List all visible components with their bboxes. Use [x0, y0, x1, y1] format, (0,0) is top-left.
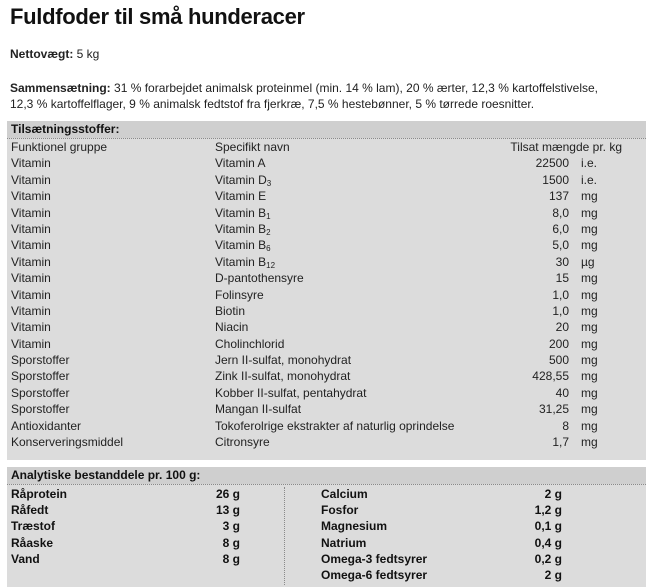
analytical-row	[287, 567, 567, 583]
net-weight-label: Nettovægt:	[10, 47, 74, 61]
row-name-text: Vitamin A	[215, 156, 266, 171]
row-name-text: Vitamin D	[215, 172, 267, 187]
row-group: Vitamin	[11, 254, 51, 269]
row-unit: µg	[581, 254, 595, 269]
row-name	[215, 237, 271, 253]
additives-rows	[7, 155, 646, 450]
analytical-value: 2 g	[544, 568, 562, 582]
analytical-label: Råprotein	[11, 487, 68, 501]
row-name	[215, 336, 284, 352]
additives-table	[7, 121, 646, 460]
table-row	[7, 221, 646, 237]
row-amount: 22500	[535, 156, 569, 171]
analytical-label: Fosfor	[321, 503, 359, 518]
row-unit: mg	[581, 435, 598, 450]
row-unit: mg	[581, 353, 598, 368]
row-amount: 20	[555, 320, 569, 335]
analytical-value: 0,1 g	[534, 519, 562, 534]
row-amount: 1,7	[552, 435, 569, 450]
analytical-value: 26 g	[215, 487, 240, 501]
row-amount: 200	[548, 336, 569, 351]
row-unit: mg	[581, 336, 598, 351]
additives-column-headers	[7, 139, 646, 155]
row-unit: mg	[581, 205, 598, 220]
row-name	[215, 303, 245, 319]
row-group: Sporstoffer	[11, 385, 70, 400]
table-row	[7, 385, 646, 401]
row-name-text: Vitamin B	[215, 254, 267, 269]
table-row	[7, 188, 646, 204]
analytical-label: Råaske	[11, 535, 54, 550]
additives-heading: Tilsætningsstoffer:	[7, 121, 646, 138]
analytical-row	[287, 535, 567, 551]
row-group: Konserveringsmiddel	[11, 435, 124, 450]
row-name-subscript: 12	[266, 260, 276, 270]
analytical-value: 0,2 g	[534, 551, 562, 566]
row-name-text: Citronsyre	[215, 435, 270, 450]
row-amount: 6,0	[552, 221, 569, 236]
analytical-value: 8 g	[222, 551, 240, 566]
table-row	[7, 270, 646, 286]
column-divider	[284, 487, 285, 585]
row-name-text: Biotin	[215, 303, 246, 318]
table-row	[7, 418, 646, 434]
row-name-subscript: 2	[266, 227, 271, 237]
row-group: Vitamin	[11, 221, 51, 236]
composition	[10, 80, 610, 112]
row-unit: mg	[581, 418, 598, 433]
analytical-label: Natrium	[321, 535, 367, 550]
table-row	[7, 303, 646, 319]
analytical-label: Omega-6 fedtsyrer	[321, 568, 428, 582]
row-name-text: Zink II-sulfat, monohydrat	[215, 369, 351, 384]
analytical-grid	[7, 485, 646, 585]
row-amount: 30	[555, 254, 569, 269]
table-row	[7, 172, 646, 188]
row-name-text: Jern II-sulfat, monohydrat	[215, 353, 352, 368]
row-group: Vitamin	[11, 156, 51, 171]
row-group: Sporstoffer	[11, 369, 70, 384]
row-name-text: Vitamin B	[215, 221, 267, 236]
row-name-subscript: 6	[266, 244, 271, 254]
page-title: Fuldfoder til små hunderacer	[10, 4, 305, 29]
row-unit: mg	[581, 271, 598, 286]
row-group: Vitamin	[11, 172, 51, 187]
row-group: Antioxidanter	[11, 418, 82, 433]
composition-label: Sammensætning:	[10, 81, 111, 95]
row-name	[215, 418, 454, 434]
table-row	[7, 155, 646, 171]
row-name	[215, 434, 270, 450]
row-unit: mg	[581, 369, 598, 384]
row-amount: 1,0	[552, 303, 569, 318]
row-unit: mg	[581, 238, 598, 253]
row-unit: i.e.	[581, 172, 598, 187]
row-name	[215, 254, 275, 270]
row-name	[215, 172, 271, 188]
row-amount: 1500	[542, 172, 569, 187]
row-group: Vitamin	[11, 189, 51, 204]
row-name-subscript: 3	[266, 178, 272, 188]
analytical-heading: Analytiske bestanddele pr. 100 g:	[7, 467, 646, 484]
analytical-label: Calcium	[321, 487, 368, 501]
table-row	[7, 237, 646, 253]
net-weight-value: 5 kg	[73, 47, 100, 61]
analytical-row	[7, 551, 247, 567]
column-header-group: Funktionel gruppe	[11, 140, 108, 154]
row-amount: 500	[548, 353, 569, 368]
table-row	[7, 319, 646, 335]
row-name	[215, 287, 264, 303]
row-name-text: Vitamin B	[215, 238, 267, 253]
row-name-subscript: 1	[266, 211, 271, 221]
row-name-text: Vitamin E	[215, 189, 267, 204]
table-row	[7, 368, 646, 384]
row-unit: mg	[581, 385, 598, 400]
row-name	[215, 270, 304, 286]
row-amount: 8	[562, 418, 569, 433]
row-group: Vitamin	[11, 303, 51, 318]
table-row	[7, 401, 646, 417]
row-name-text: Tokoferolrige ekstrakter af naturlig oprindelse	[215, 418, 455, 433]
row-unit: mg	[581, 402, 598, 417]
analytical-row	[7, 518, 247, 534]
row-name-text: Folinsyre	[215, 287, 264, 302]
row-name	[215, 155, 265, 171]
row-name-text: D-pantothensyre	[215, 271, 304, 286]
table-row	[7, 205, 646, 221]
row-name	[215, 205, 271, 221]
row-group: Sporstoffer	[11, 353, 70, 368]
table-row	[7, 254, 646, 270]
table-row	[7, 352, 646, 368]
row-amount: 31,25	[538, 402, 569, 417]
analytical-label: Vand	[11, 551, 40, 566]
analytical-value: 8 g	[222, 535, 240, 550]
row-unit: mg	[581, 303, 598, 318]
row-group: Vitamin	[11, 271, 51, 286]
row-amount: 428,55	[532, 369, 569, 384]
analytical-table	[7, 467, 646, 587]
analytical-row	[287, 486, 567, 502]
row-name	[215, 188, 266, 204]
row-unit: mg	[581, 221, 598, 236]
row-group: Vitamin	[11, 336, 51, 351]
row-name	[215, 319, 248, 335]
row-amount: 1,0	[552, 287, 569, 302]
column-header-name: Specifikt navn	[215, 140, 290, 154]
row-group: Vitamin	[11, 320, 51, 335]
analytical-row	[7, 486, 247, 502]
row-name-text: Kobber II-sulfat, pentahydrat	[215, 385, 367, 400]
row-amount: 5,0	[552, 238, 569, 253]
analytical-value: 13 g	[215, 503, 240, 518]
row-name	[215, 401, 301, 417]
analytical-row	[287, 502, 567, 518]
analytical-value: 1,2 g	[534, 503, 562, 518]
row-name	[215, 352, 351, 368]
row-amount: 137	[548, 189, 569, 204]
analytical-label: Råfedt	[11, 503, 49, 518]
analytical-row	[7, 502, 247, 518]
row-group: Vitamin	[11, 205, 51, 220]
analytical-row	[287, 551, 567, 567]
row-amount: 15	[555, 271, 569, 286]
row-group: Vitamin	[11, 287, 51, 302]
analytical-label: Omega-3 fedtsyrer	[321, 551, 428, 566]
row-unit: mg	[581, 189, 598, 204]
table-row	[7, 287, 646, 303]
analytical-value: 2 g	[544, 487, 562, 501]
analytical-label: Magnesium	[321, 519, 388, 534]
row-name-text: Vitamin B	[215, 205, 267, 220]
analytical-value: 0,4 g	[534, 535, 562, 550]
analytical-value: 3 g	[222, 519, 240, 534]
row-unit: i.e.	[581, 156, 598, 171]
row-amount: 8,0	[552, 205, 569, 220]
column-header-amount: Tilsat mængde pr. kg	[510, 140, 622, 154]
row-name-text: Cholinchlorid	[215, 336, 285, 351]
table-row	[7, 336, 646, 352]
analytical-row	[287, 518, 567, 534]
analytical-row	[7, 535, 247, 551]
analytical-label: Træstof	[11, 519, 56, 534]
row-group: Sporstoffer	[11, 402, 70, 417]
row-name	[215, 221, 271, 237]
row-amount: 40	[555, 385, 569, 400]
row-unit: mg	[581, 287, 598, 302]
row-group: Vitamin	[11, 238, 51, 253]
row-name-text: Mangan II-sulfat	[215, 402, 302, 417]
row-unit: mg	[581, 320, 598, 335]
row-name	[215, 368, 350, 384]
row-name	[215, 385, 366, 401]
composition-text: 31 % forarbejdet animalsk proteinmel (min. 14 % lam), 20 % ærter, 12,3 % kartoffelstivelse, 12,3 % kartoffelflager, 9 % animalsk fedtstof fra fjerkræ, 7,5 % hestebønner, 5 % tørrede roesnitter.	[10, 81, 599, 111]
row-name-text: Niacin	[215, 320, 249, 335]
table-row	[7, 434, 646, 450]
net-weight	[10, 46, 99, 62]
